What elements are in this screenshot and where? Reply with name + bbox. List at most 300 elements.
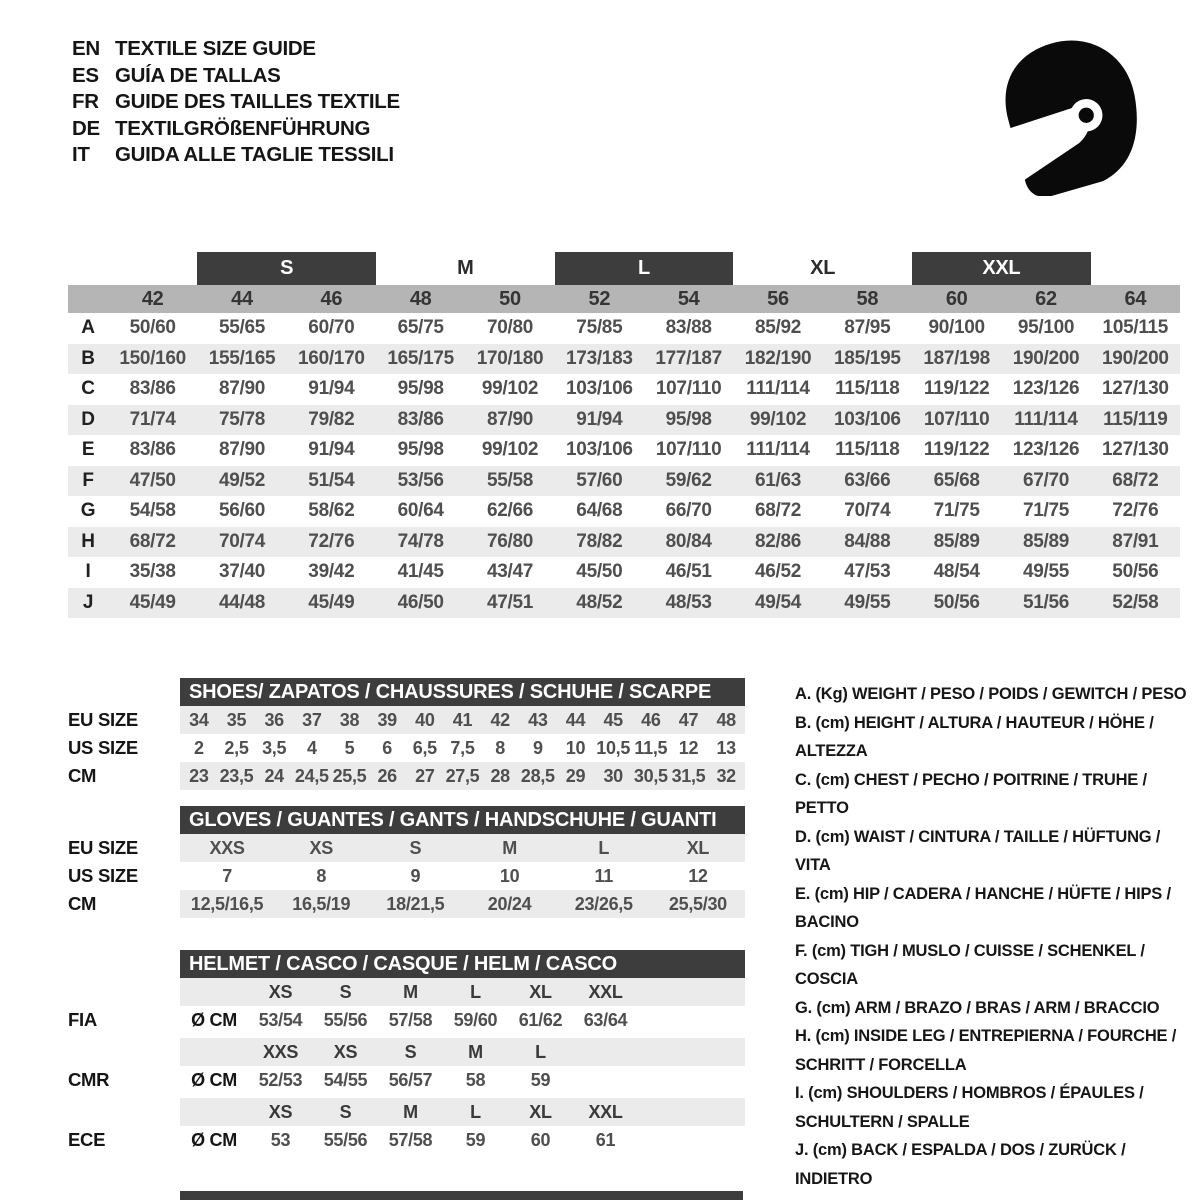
gloves-rows — [68, 834, 745, 918]
size-value: 43/47 — [486, 561, 534, 582]
measure-row-b — [68, 344, 1180, 375]
size-value: 95/98 — [397, 439, 444, 460]
size-value: 10,5 — [596, 737, 631, 758]
size-group-header-row — [68, 252, 1180, 285]
helmet-value: 57/58 — [388, 1129, 433, 1150]
size-value: 78/82 — [576, 530, 623, 552]
size-value: XL — [686, 837, 710, 858]
certification-label: ECE — [68, 1129, 106, 1150]
measure-row-f — [68, 466, 1180, 497]
size-value: 99/102 — [481, 378, 539, 399]
numeric-size: 54 — [677, 288, 700, 310]
size-value: 103/106 — [834, 408, 901, 430]
size-value: 30 — [603, 765, 623, 786]
helmet-size: XS — [268, 981, 293, 1002]
size-value: 91/94 — [308, 439, 355, 460]
size-value: 54/58 — [129, 500, 176, 521]
size-value: 25,5/30 — [668, 893, 727, 914]
helmet-size: M — [403, 981, 418, 1002]
helmet-size: XL — [529, 981, 552, 1002]
size-value: 107/110 — [655, 439, 722, 460]
size-value: 24 — [264, 765, 284, 786]
size-row-eu-size — [68, 834, 745, 862]
row-label: CM — [68, 765, 97, 786]
size-value: 85/89 — [1022, 530, 1070, 552]
row-letter: D — [81, 408, 95, 430]
size-value: 190/200 — [1012, 347, 1080, 369]
size-value: 45/49 — [308, 591, 355, 613]
size-value: 6,5 — [412, 737, 437, 758]
size-value: 45/49 — [129, 591, 176, 613]
size-value: L — [598, 837, 610, 858]
language-row — [72, 63, 400, 90]
size-value: 37/40 — [218, 561, 266, 582]
size-value: 111/114 — [1014, 408, 1078, 430]
size-value: 2 — [193, 737, 204, 758]
size-value: 45 — [603, 709, 623, 730]
size-value: 25,5 — [332, 765, 367, 786]
size-value: 35 — [226, 709, 247, 730]
size-value: 68/72 — [129, 530, 176, 552]
certification-label: FIA — [68, 1009, 97, 1030]
size-value: 119/122 — [923, 378, 990, 399]
size-row-cm — [68, 890, 745, 918]
size-value: 56/60 — [218, 500, 266, 521]
size-value: 48/53 — [665, 591, 712, 613]
size-value: 80/84 — [665, 530, 712, 552]
size-value: 5 — [344, 737, 355, 758]
size-value: 91/94 — [308, 378, 355, 399]
size-value: 70/80 — [486, 317, 534, 338]
size-value: 48/52 — [576, 591, 623, 613]
language-title-list — [72, 36, 400, 169]
size-value: 16,5/19 — [292, 893, 351, 914]
size-value: 84/88 — [844, 530, 891, 552]
size-value: 46/51 — [665, 561, 712, 582]
size-value: 160/170 — [298, 347, 365, 369]
helmet-rows — [68, 978, 745, 1154]
size-value: 187/198 — [923, 347, 990, 369]
helmet-value: 57/58 — [388, 1009, 433, 1030]
helmet-value: 55/56 — [323, 1009, 368, 1030]
size-value: 51/56 — [1022, 591, 1070, 613]
helmet-sizes-row — [68, 1038, 745, 1066]
helmet-value: 61 — [595, 1129, 616, 1150]
size-value: 82/86 — [754, 530, 802, 552]
gloves-size-table — [68, 806, 745, 918]
language-row — [72, 36, 400, 63]
size-value: 111/114 — [746, 439, 810, 460]
row-label: US SIZE — [68, 865, 138, 886]
size-value: 50/60 — [129, 317, 176, 338]
numeric-size: 52 — [588, 288, 611, 310]
size-value: 41/45 — [397, 561, 444, 582]
size-value: 182/190 — [744, 347, 812, 369]
numeric-size: 50 — [499, 288, 521, 310]
measure-row-c — [68, 374, 1180, 405]
size-value: 49/52 — [218, 469, 266, 491]
language-row — [72, 89, 400, 116]
size-value: M — [502, 837, 517, 858]
cropped-section-bar — [180, 1191, 743, 1200]
size-value: 127/130 — [1102, 378, 1169, 399]
size-value: 47 — [678, 709, 699, 730]
size-value: 103/106 — [566, 439, 633, 460]
helmet-size: S — [339, 1101, 352, 1122]
size-group-xl: XL — [810, 257, 836, 279]
size-value: 27 — [415, 765, 435, 786]
size-value: 27,5 — [445, 765, 480, 786]
size-value: 173/183 — [566, 347, 633, 369]
numeric-size-band — [68, 285, 1180, 313]
size-row-cm — [68, 762, 745, 790]
size-value: 20/24 — [487, 893, 532, 914]
size-value: 6 — [382, 737, 393, 758]
size-value: 177/187 — [655, 347, 722, 369]
language-code: EN — [72, 37, 100, 61]
size-value: 57/60 — [576, 469, 623, 491]
legend-item: C. (cm) CHEST / PECHO / POITRINE / TRUHE / PETTO — [795, 770, 1147, 817]
measurement-legend — [795, 680, 1193, 1193]
shoes-header-bar: SHOES/ ZAPATOS / CHAUSSURES / SCHUHE / SCARPE — [180, 678, 745, 706]
size-value: 71/75 — [933, 500, 980, 521]
size-value: 87/91 — [1112, 530, 1159, 552]
size-value: 39 — [377, 709, 397, 730]
row-letter: C — [81, 378, 95, 399]
size-value: 37 — [302, 709, 322, 730]
helmet-header-bar: HELMET / CASCO / CASQUE / HELM / CASCO — [180, 950, 745, 978]
size-value: 50/56 — [933, 591, 980, 613]
language-row — [72, 142, 400, 169]
helmet-size: M — [468, 1041, 483, 1062]
racing-helmet-icon — [978, 36, 1144, 196]
size-row-us-size — [68, 862, 745, 890]
helmet-value: 59/60 — [453, 1009, 498, 1030]
helmet-value: 60 — [530, 1129, 551, 1150]
helmet-value: 54/55 — [323, 1069, 368, 1090]
size-value: 155/165 — [208, 347, 276, 369]
measure-row-j — [68, 588, 1180, 619]
size-value: 68/72 — [754, 500, 802, 521]
language-title: TEXTILE SIZE GUIDE — [115, 37, 316, 61]
size-value: 115/119 — [1103, 408, 1168, 430]
size-value: 91/94 — [576, 408, 623, 430]
size-value: 47/51 — [486, 591, 534, 613]
helmet-value: 59 — [530, 1069, 551, 1090]
size-value: 12,5/16,5 — [190, 893, 264, 914]
size-value: 70/74 — [844, 500, 891, 521]
row-letter: E — [81, 439, 95, 460]
helmet-size: XXL — [588, 981, 623, 1002]
size-group-s: S — [197, 252, 376, 285]
legend-item: D. (cm) WAIST / CINTURA / TAILLE / HÜFTUNG / VITA — [795, 827, 1161, 874]
size-value: 76/80 — [486, 530, 534, 552]
size-group-xxl: XXL — [912, 252, 1091, 285]
size-value: XS — [309, 837, 333, 858]
helmet-size: XS — [268, 1101, 293, 1122]
size-value: 44 — [565, 709, 586, 730]
size-value: 59/62 — [665, 469, 712, 491]
size-value: 29 — [565, 765, 586, 786]
size-value: 95/98 — [665, 408, 712, 430]
language-title: GUIDA ALLE TAGLIE TESSILI — [115, 143, 394, 167]
numeric-size: 58 — [856, 288, 879, 310]
size-value: 36 — [264, 709, 284, 730]
size-value: 35/38 — [129, 561, 176, 582]
size-value: 10 — [565, 737, 586, 758]
size-value: 8 — [316, 865, 327, 886]
size-value: 47/53 — [844, 561, 891, 582]
size-value: 53/56 — [397, 469, 444, 491]
band-spacer — [68, 285, 108, 313]
size-value: 115/118 — [835, 378, 900, 399]
language-title: TEXTILGRÖßENFÜHRUNG — [115, 116, 371, 140]
helmet-value: 53 — [270, 1129, 291, 1150]
numeric-size: 48 — [409, 288, 432, 310]
size-value: 28 — [490, 765, 510, 786]
legend-item: B. (cm) HEIGHT / ALTURA / HAUTEUR / HÖHE / ALTEZZA — [795, 713, 1154, 760]
size-value: 46 — [641, 709, 661, 730]
size-value: 83/88 — [665, 317, 712, 338]
size-value: 85/89 — [933, 530, 980, 552]
measure-row-d — [68, 405, 1180, 436]
size-value: 8 — [495, 737, 506, 758]
certification-label: CMR — [68, 1069, 110, 1090]
size-value: 13 — [716, 737, 736, 758]
size-row-eu-size — [68, 706, 745, 734]
helmet-size: XXL — [588, 1101, 623, 1122]
size-value: 107/110 — [923, 408, 990, 430]
helmet-size: XS — [333, 1041, 358, 1062]
size-value: 48 — [716, 709, 736, 730]
size-value: 52/58 — [1112, 591, 1159, 613]
helmet-sizes-row — [68, 978, 745, 1006]
size-value: 123/126 — [1012, 439, 1080, 460]
language-title: GUIDE DES TAILLES TEXTILE — [115, 90, 400, 114]
size-value: 107/110 — [655, 378, 722, 399]
numeric-size: 60 — [945, 288, 968, 310]
size-value: 71/75 — [1022, 500, 1070, 521]
size-value: 11 — [594, 865, 613, 886]
size-value: 123/126 — [1012, 378, 1080, 399]
size-value: 42 — [490, 709, 510, 730]
size-value: 185/195 — [834, 347, 901, 369]
size-value: 23 — [189, 765, 209, 786]
size-value: 83/86 — [397, 408, 444, 430]
size-value: 7,5 — [450, 737, 475, 758]
helmet-values-row-cmr — [68, 1066, 745, 1094]
size-value: 74/78 — [397, 530, 444, 552]
size-value: 9 — [532, 737, 543, 758]
size-value: 111/114 — [746, 378, 810, 399]
size-value: XXS — [209, 837, 245, 858]
row-label: EU SIZE — [68, 709, 138, 730]
row-letter: J — [82, 591, 94, 613]
size-value: 95/100 — [1017, 317, 1075, 338]
size-value: 190/200 — [1102, 347, 1169, 369]
helmet-value: 63/64 — [583, 1009, 628, 1030]
size-value: 49/54 — [754, 591, 802, 613]
size-value: 46/50 — [397, 591, 444, 613]
legend-item: G. (cm) ARM / BRAZO / BRAS / ARM / BRACCIO — [795, 998, 1160, 1017]
measure-row-a — [68, 313, 1180, 344]
size-value: 28,5 — [520, 765, 555, 786]
size-value: 65/68 — [933, 469, 980, 491]
helmet-size: L — [470, 1101, 481, 1122]
row-letter: I — [85, 561, 91, 582]
size-value: 7 — [222, 865, 232, 886]
legend-item: A. (Kg) WEIGHT / PESO / POIDS / GEWITCH / PESO — [795, 685, 1187, 703]
size-value: 10 — [499, 865, 520, 886]
size-value: 12 — [688, 865, 708, 886]
size-value: S — [409, 837, 422, 858]
helmet-value: 55/56 — [323, 1129, 368, 1150]
language-code: FR — [72, 90, 99, 114]
size-value: 38 — [339, 709, 360, 730]
helmet-size: S — [339, 981, 352, 1002]
size-value: 64/68 — [576, 500, 623, 521]
size-value: 60/64 — [397, 500, 444, 521]
language-row — [72, 116, 400, 143]
shoes-size-table — [68, 678, 745, 790]
helmet-values-row-fia — [68, 1006, 745, 1034]
size-value: 87/90 — [218, 439, 266, 460]
helmet-size: L — [535, 1041, 546, 1062]
size-value: 46/52 — [754, 561, 802, 582]
size-value: 85/92 — [754, 317, 802, 338]
size-value: 75/78 — [218, 408, 266, 430]
legend-item: I. (cm) SHOULDERS / HOMBROS / ÉPAULES / SCHULTERN / SPALLE — [795, 1084, 1144, 1131]
row-letter: B — [81, 347, 95, 369]
helmet-size: L — [470, 981, 481, 1002]
size-value: 55/65 — [218, 317, 266, 338]
size-value: 49/55 — [1022, 561, 1070, 582]
diameter-unit: Ø CM — [191, 1069, 237, 1090]
legend-item: H. (cm) INSIDE LEG / ENTREPIERNA / FOURCHE / SCHRITT / FORCELLA — [795, 1027, 1177, 1074]
size-row-us-size — [68, 734, 745, 762]
size-value: 65/75 — [397, 317, 444, 338]
gloves-header-bar: GLOVES / GUANTES / GANTS / HANDSCHUHE / GUANTI — [180, 806, 745, 834]
size-value: 115/118 — [835, 439, 900, 460]
size-value: 127/130 — [1102, 439, 1169, 460]
measure-row-i — [68, 557, 1180, 588]
helmet-value: 59 — [465, 1129, 486, 1150]
size-group-m: M — [457, 257, 474, 279]
helmet-size: XXS — [262, 1041, 299, 1062]
size-value: 72/76 — [1112, 500, 1159, 521]
size-value: 2,5 — [224, 737, 249, 758]
size-value: 32 — [716, 765, 736, 786]
size-value: 66/70 — [665, 500, 712, 521]
size-value: 99/102 — [749, 408, 807, 430]
row-label: CM — [68, 893, 97, 914]
measure-row-e — [68, 435, 1180, 466]
size-value: 23/26,5 — [574, 893, 633, 914]
size-value: 9 — [410, 865, 421, 886]
numeric-size: 46 — [320, 288, 343, 310]
size-value: 75/85 — [576, 317, 623, 338]
diameter-unit: Ø CM — [191, 1009, 237, 1030]
row-label: EU SIZE — [68, 837, 138, 858]
size-value: 87/90 — [486, 408, 534, 430]
size-value: 47/50 — [129, 469, 176, 491]
numeric-size: 64 — [1124, 288, 1147, 310]
helmet-size: S — [404, 1041, 417, 1062]
row-letter: H — [81, 530, 95, 552]
size-value: 41 — [452, 709, 473, 730]
size-value: 49/55 — [844, 591, 891, 613]
size-value: 90/100 — [928, 317, 985, 338]
size-value: 39/42 — [308, 561, 355, 582]
size-group-l: L — [555, 252, 734, 285]
language-code: IT — [72, 143, 90, 167]
helmet-value: 53/54 — [258, 1009, 303, 1030]
helmet-value: 61/62 — [518, 1009, 563, 1030]
measurement-rows — [68, 313, 1180, 618]
helmet-value: 52/53 — [258, 1069, 303, 1090]
legend-item: J. (cm) BACK / ESPALDA / DOS / ZURÜCK / INDIETRO — [795, 1141, 1126, 1188]
size-value: 72/76 — [308, 530, 355, 552]
language-code: ES — [72, 63, 99, 87]
size-value: 103/106 — [566, 378, 633, 399]
language-title: GUÍA DE TALLAS — [115, 63, 281, 87]
textile-size-table — [68, 252, 1180, 618]
size-value: 48/54 — [933, 561, 980, 582]
helmet-sizes-row — [68, 1098, 745, 1126]
language-code: DE — [72, 116, 100, 140]
row-letter: G — [80, 500, 96, 521]
size-value: 24,5 — [294, 765, 329, 786]
size-value: 150/160 — [119, 347, 186, 369]
size-value: 119/122 — [923, 439, 990, 460]
numeric-size: 42 — [141, 288, 164, 310]
helmet-size-table — [68, 950, 745, 1154]
helmet-value: 56/57 — [388, 1069, 433, 1090]
size-value: 95/98 — [397, 378, 444, 399]
row-label: US SIZE — [68, 737, 138, 758]
helmet-values-row-ece — [68, 1126, 745, 1154]
size-value: 50/56 — [1112, 561, 1159, 582]
size-value: 170/180 — [476, 347, 544, 369]
size-value: 4 — [306, 737, 317, 758]
size-value: 68/72 — [1112, 469, 1159, 491]
size-value: 105/115 — [1102, 317, 1169, 338]
size-value: 87/95 — [844, 317, 891, 338]
helmet-size: M — [403, 1101, 418, 1122]
size-value: 51/54 — [308, 469, 355, 491]
size-value: 62/66 — [486, 500, 534, 521]
size-value: 60/70 — [308, 317, 355, 338]
size-value: 79/82 — [308, 408, 355, 430]
row-letter: F — [82, 469, 94, 491]
size-value: 43 — [528, 709, 548, 730]
row-letter: A — [81, 317, 95, 338]
size-value: 26 — [377, 765, 397, 786]
measure-row-g — [68, 496, 1180, 527]
size-value: 40 — [415, 709, 435, 730]
helmet-value: 58 — [465, 1069, 486, 1090]
size-value: 30,5 — [633, 765, 668, 786]
size-value: 165/175 — [387, 347, 454, 369]
size-value: 63/66 — [844, 469, 891, 491]
size-value: 23,5 — [219, 765, 254, 786]
numeric-size: 62 — [1035, 288, 1057, 310]
size-value: 67/70 — [1022, 469, 1070, 491]
size-value: 55/58 — [486, 469, 534, 491]
size-value: 18/21,5 — [386, 893, 445, 914]
diameter-unit: Ø CM — [191, 1129, 237, 1150]
size-value: 58/62 — [308, 500, 355, 521]
